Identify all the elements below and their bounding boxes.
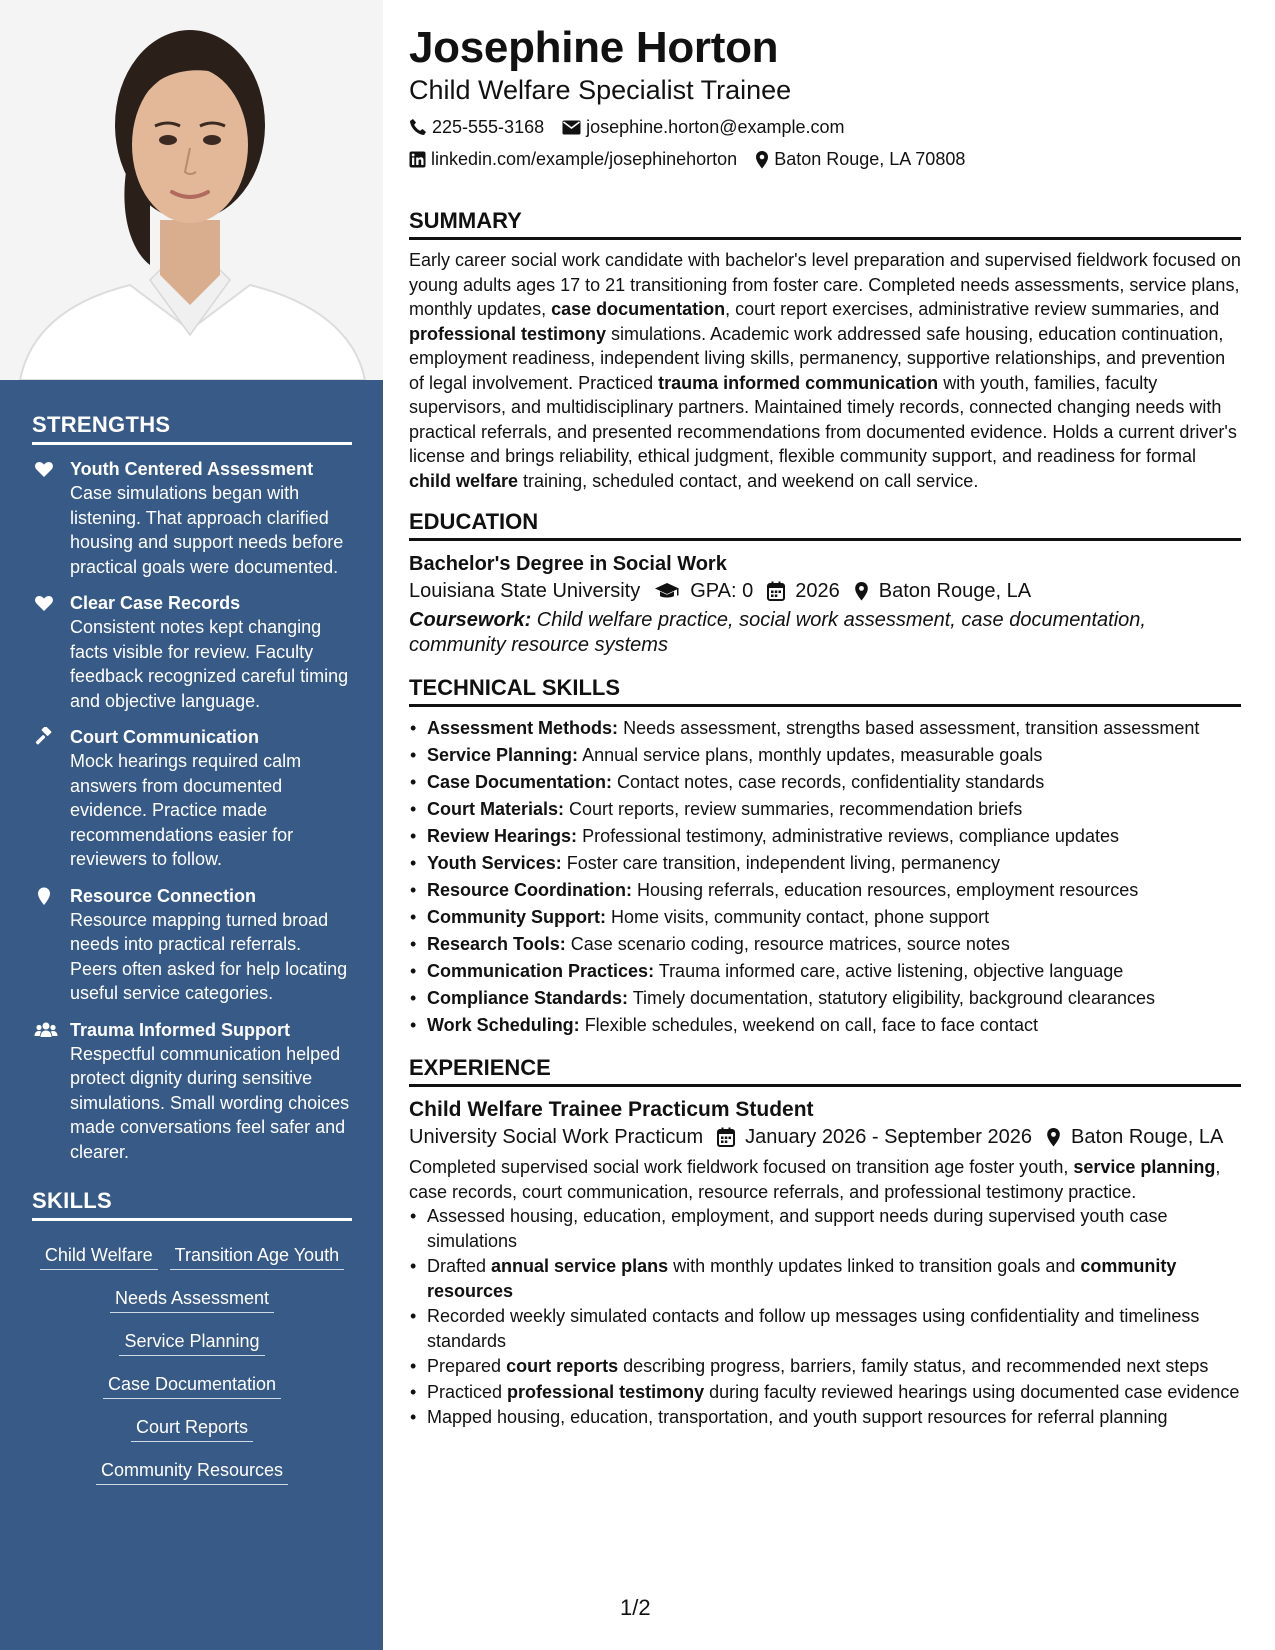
job-location: Baton Rouge, LA (1071, 1126, 1224, 1148)
coursework-label: Coursework: (409, 609, 532, 631)
map-pin-icon (755, 150, 769, 169)
heart-icon (34, 593, 54, 613)
summary-text (409, 248, 1241, 493)
linkedin-contact[interactable] (409, 148, 737, 170)
skill-value: Case scenario coding, resource matrices, source notes (565, 934, 1010, 954)
strengths-heading: STRENGTHS (32, 412, 352, 445)
phone-contact[interactable] (409, 116, 544, 138)
bullet-bold: court reports (506, 1356, 619, 1376)
strength-desc: Mock hearings required calm answers from documented evidence. Practice made recommendations easier for reviewers to follow. (70, 751, 302, 869)
list-item (427, 715, 1241, 742)
profile-photo (0, 0, 383, 380)
list-item (427, 769, 1241, 796)
education-meta (409, 577, 1241, 605)
summary-part: simulations. Academic work addressed safe housing, education continuation, employment readiness, independent living skills, permanency, supportive relationships, and prevention of legal involvement. Practiced (409, 323, 1226, 393)
strength-title: Trauma Informed Support (70, 1019, 291, 1040)
list-item (427, 850, 1241, 877)
skill-tag: Community Resources (96, 1458, 288, 1485)
degree-title: Bachelor's Degree in Social Work (409, 553, 727, 575)
bullet-bold: community resources (427, 1256, 1177, 1301)
skill-value: Flexible schedules, weekend on call, face to face contact (579, 1015, 1038, 1035)
technical-skills-heading: TECHNICAL SKILLS (409, 675, 1241, 707)
skills-heading: SKILLS (32, 1188, 352, 1221)
linkedin-text: linkedin.com/example/josephinehorton (431, 149, 738, 169)
email-contact[interactable] (562, 116, 844, 138)
school-name: Louisiana State University (409, 580, 641, 602)
map-pin-icon (854, 581, 869, 601)
summary-part: , court report exercises, administrative review summaries, and (725, 299, 1220, 319)
list-item (427, 823, 1241, 850)
heart-icon (34, 459, 54, 479)
list-item (427, 1380, 1241, 1405)
summary-heading: SUMMARY (409, 208, 1241, 240)
list-item (427, 985, 1241, 1012)
bullet-text: Assessed housing, education, employment, and support needs during supervised youth case simulations (427, 1206, 1168, 1251)
strength-title: Clear Case Records (70, 593, 241, 613)
intro-bold: service planning (1073, 1157, 1216, 1177)
users-icon (34, 1020, 58, 1040)
skill-value: Trauma informed care, active listening, objective language (654, 961, 1124, 981)
experience-heading: EXPERIENCE (409, 1055, 1241, 1087)
experience-meta (409, 1123, 1241, 1151)
strength-desc: Respectful communication helped protect dignity during sensitive simulations. Small wording choices made conversations feel safer and clearer. (70, 1043, 350, 1162)
location-contact (755, 148, 965, 170)
bullet-bold: professional testimony (507, 1381, 705, 1402)
skill-tag: Transition Age Youth (170, 1243, 344, 1270)
summary-bold: child welfare (409, 470, 519, 491)
strength-title: Youth Centered Assessment (70, 459, 314, 479)
summary-part: training, scheduled contact, and weekend on call service. (518, 470, 979, 491)
org-name: University Social Work Practicum (409, 1126, 704, 1148)
list-item (427, 1012, 1241, 1039)
phone-text: 225-555-3168 (432, 117, 545, 137)
skill-tag: Service Planning (119, 1329, 264, 1356)
technical-skills-list (409, 715, 1241, 1039)
skill-label: Community Support: (427, 907, 606, 927)
skill-value: Timely documentation, statutory eligibility, background clearances (628, 988, 1155, 1008)
skill-label: Service Planning: (427, 745, 579, 765)
skill-value: Home visits, community contact, phone support (605, 907, 990, 927)
summary-part: with youth, families, faculty supervisors, and multidisciplinary partners. Maintained timely records, connected changing needs with practical referrals, and presented recommendations from documented evidence. Holds a current driver's license and brings reliability, ethical judgment, flexible community support, and readiness for formal (409, 372, 1237, 466)
envelope-icon (562, 120, 581, 135)
intro-part: , case records, court communication, resource referrals, and professional testimony practice. (409, 1157, 1221, 1202)
contact-row (409, 148, 1241, 170)
main-content (409, 22, 1241, 1431)
skill-label: Compliance Standards: (427, 988, 629, 1008)
map-marker-icon (34, 886, 54, 906)
bullet-text: Prepared (427, 1356, 507, 1376)
skill-value: Housing referrals, education resources, employment resources (632, 880, 1139, 900)
skill-tag: Case Documentation (103, 1372, 281, 1399)
role-title: Child Welfare Trainee Practicum Student (409, 1098, 814, 1121)
skill-label: Work Scheduling: (427, 1015, 580, 1035)
calendar-icon (767, 581, 785, 601)
location-text: Baton Rouge, LA 70808 (774, 149, 966, 169)
skill-value: Foster care transition, independent living, permanency (561, 853, 1000, 873)
skill-tags (32, 1233, 352, 1493)
candidate-name: Josephine Horton (409, 23, 779, 72)
skill-label: Case Documentation: (427, 772, 613, 792)
coursework-text: Child welfare practice, social work assessment, case documentation, community resource systems (409, 609, 1146, 656)
skill-tag: Needs Assessment (110, 1286, 274, 1313)
strength-desc: Case simulations began with listening. That approach clarified housing and support needs before practical goals were documented. (70, 483, 344, 577)
skill-label: Review Hearings: (427, 826, 578, 846)
calendar-icon (717, 1127, 735, 1147)
summary-part: Early career social work candidate with bachelor's level preparation and supervised fieldwork focused on young adults ages 17 to 21 transitioning from foster care. Completed needs assessments, service plans, monthly updates, (409, 250, 1241, 319)
skill-value: Court reports, review summaries, recommendation briefs (564, 799, 1023, 819)
list-item (427, 1204, 1241, 1253)
strength-item (32, 884, 352, 1006)
list-item (427, 1354, 1241, 1379)
skill-label: Resource Coordination: (427, 880, 633, 900)
page-number: 1/2 (620, 1595, 651, 1620)
experience-intro (409, 1155, 1241, 1204)
skill-tag: Court Reports (131, 1415, 253, 1442)
gavel-icon (34, 727, 54, 747)
bullet-text: Mapped housing, education, transportation, and youth support resources for referral planning (427, 1407, 1168, 1427)
list-item (427, 796, 1241, 823)
grad-year: 2026 (795, 580, 840, 602)
email-text: josephine.horton@example.com (586, 117, 845, 137)
skill-value: Needs assessment, strengths based assessment, transition assessment (618, 718, 1200, 738)
phone-icon (409, 118, 427, 136)
summary-bold: trauma informed communication (658, 372, 939, 393)
strength-desc: Consistent notes kept changing facts visible for review. Faculty feedback recognized careful timing and objective language. (70, 617, 349, 711)
sidebar (0, 0, 383, 1650)
summary-bold: case documentation (551, 299, 726, 319)
intro-part: Completed supervised social work fieldwork focused on transition age foster youth, (409, 1157, 1074, 1177)
strength-item (32, 591, 352, 713)
list-item (427, 1254, 1241, 1303)
list-item (427, 1304, 1241, 1353)
skill-label: Youth Services: (427, 853, 562, 873)
list-item (427, 904, 1241, 931)
strength-title: Court Communication (70, 727, 259, 747)
skill-value: Contact notes, case records, confidentiality standards (612, 772, 1045, 792)
bullet-bold: annual service plans (491, 1256, 669, 1276)
list-item (427, 877, 1241, 904)
list-item (427, 1405, 1241, 1430)
coursework (409, 608, 1241, 657)
list-item (427, 958, 1241, 985)
gpa-text: GPA: 0 (690, 580, 754, 602)
bullet-text: Practiced (427, 1381, 508, 1402)
sidebar-content (32, 412, 352, 1493)
skill-tag: Child Welfare (40, 1243, 158, 1270)
school-location: Baton Rouge, LA (878, 580, 1032, 602)
skill-value: Annual service plans, monthly updates, measurable goals (578, 745, 1043, 765)
strength-title: Resource Connection (70, 885, 257, 906)
skill-label: Research Tools: (427, 934, 566, 954)
bullet-text: with monthly updates linked to transition goals and (668, 1256, 1081, 1276)
bullet-text: Drafted (427, 1256, 492, 1276)
bullet-text: Recorded weekly simulated contacts and follow up messages using confidentiality and timeliness standards (427, 1306, 1200, 1351)
list-item (427, 742, 1241, 769)
graduation-cap-icon (654, 582, 680, 600)
candidate-title: Child Welfare Specialist Trainee (409, 75, 792, 105)
strength-item (32, 725, 352, 872)
skill-label: Communication Practices: (427, 961, 655, 981)
strength-item (32, 457, 352, 579)
skill-value: Professional testimony, administrative reviews, compliance updates (577, 826, 1119, 846)
job-dates: January 2026 - September 2026 (745, 1126, 1032, 1148)
strength-item (32, 1018, 352, 1165)
education-heading: EDUCATION (409, 509, 1241, 541)
skill-label: Assessment Methods: (427, 718, 619, 738)
strength-desc: Resource mapping turned broad needs into practical referrals. Peers often asked for help locating useful service categories. (70, 909, 348, 1003)
skill-label: Court Materials: (427, 799, 565, 819)
contact-row (409, 116, 1241, 138)
map-pin-icon (1046, 1127, 1061, 1147)
linkedin-icon (409, 151, 426, 168)
bullet-text: during faculty reviewed hearings using documented case evidence (704, 1381, 1240, 1402)
list-item (427, 931, 1241, 958)
bullet-text: describing progress, barriers, family status, and recommended next steps (618, 1356, 1209, 1376)
summary-bold: professional testimony (409, 323, 607, 344)
experience-bullets (409, 1204, 1241, 1430)
